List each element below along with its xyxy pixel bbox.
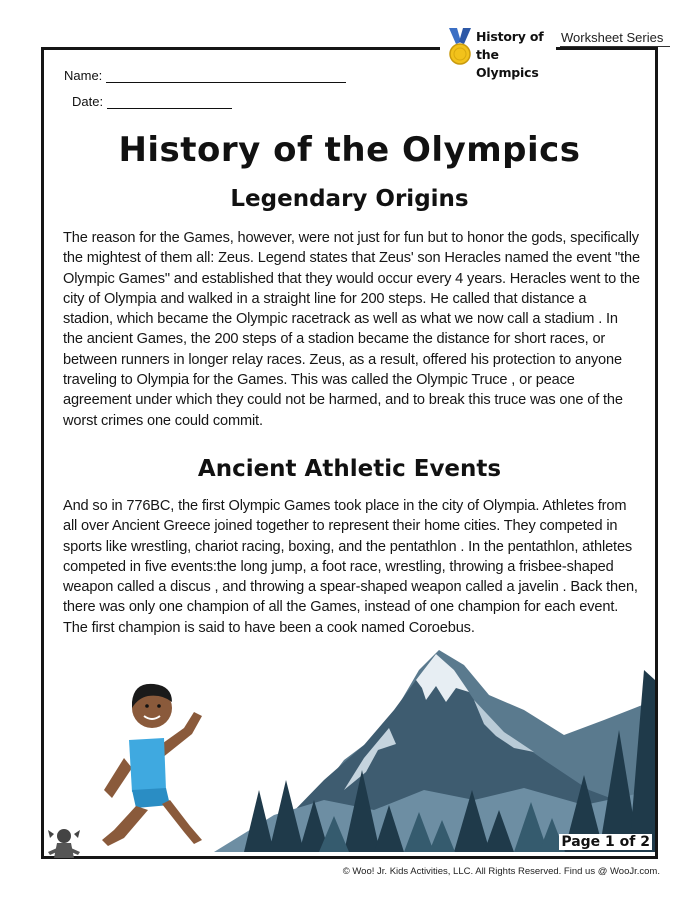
name-field xyxy=(64,68,346,83)
section-heading-events: Ancient Athletic Events xyxy=(197,456,502,482)
landscape-illustration xyxy=(44,640,655,852)
medal-icon xyxy=(446,28,474,66)
badge-title-line2: the Olympics xyxy=(476,47,539,80)
section-body-origins: The reason for the Games, however, were not just for fun but to honor the gods, specifically the mightest of them all: Zeus. Legend states that Zeus' son Heracles named the event "the Olympic Games" and established that they would occur every 4 years. Heracles went to the city of Olympia and walked in a straight line for 200 steps. He called that distance a stadion, which became the Olympic racetrack as well as what we now call a stadium . In the ancient Games, the 200 steps of a stadion became the distance for short races, or between runners in longer relay races. Zeus, as a result, offered his protection to anyone traveling to Olympia for the Games. This was called the Olympic Truce , or peace agreement under which they could not be harmed, and to break this truce was one of the worst crimes one could commit. xyxy=(63,230,640,429)
runner-figure xyxy=(102,684,202,846)
section-heading-origins: Legendary Origins xyxy=(230,186,469,212)
page-number: Page 1 of 2 xyxy=(561,834,650,850)
page-title: History of the Olympics xyxy=(118,130,581,170)
name-label: Name: xyxy=(64,68,103,83)
mascot-icon xyxy=(44,826,84,862)
name-line[interactable] xyxy=(106,68,346,83)
date-label: Date: xyxy=(72,94,104,109)
worksheet-series-label: Worksheet Series xyxy=(561,30,664,45)
date-line[interactable] xyxy=(107,94,232,109)
date-field xyxy=(72,94,232,109)
badge-title-line1: History of xyxy=(476,29,544,44)
series-badge xyxy=(440,24,556,80)
section-body-events: And so in 776BC, the first Olympic Games took place in the city of Olympia. Athletes from all over Ancient Greece joined together to represent their home cities. They competed in sports like wrestling, chariot racing, boxing, and the pentathlon . In the pentathlon, athletes competed in five events:the long jump, a foot race, wrestling, throwing a frisbee-shaped weapon called a discus , and throwing a spear-shaped weapon called a javelin . Back then, there was only one champion of all the Games, instead of one champion for each event. The first champion is said to have been a cook named Coroebus. xyxy=(63,498,638,636)
copyright-notice: © Woo! Jr. Kids Activities, LLC. All Rights Reserved. Find us @ WooJr.com. xyxy=(342,866,660,877)
